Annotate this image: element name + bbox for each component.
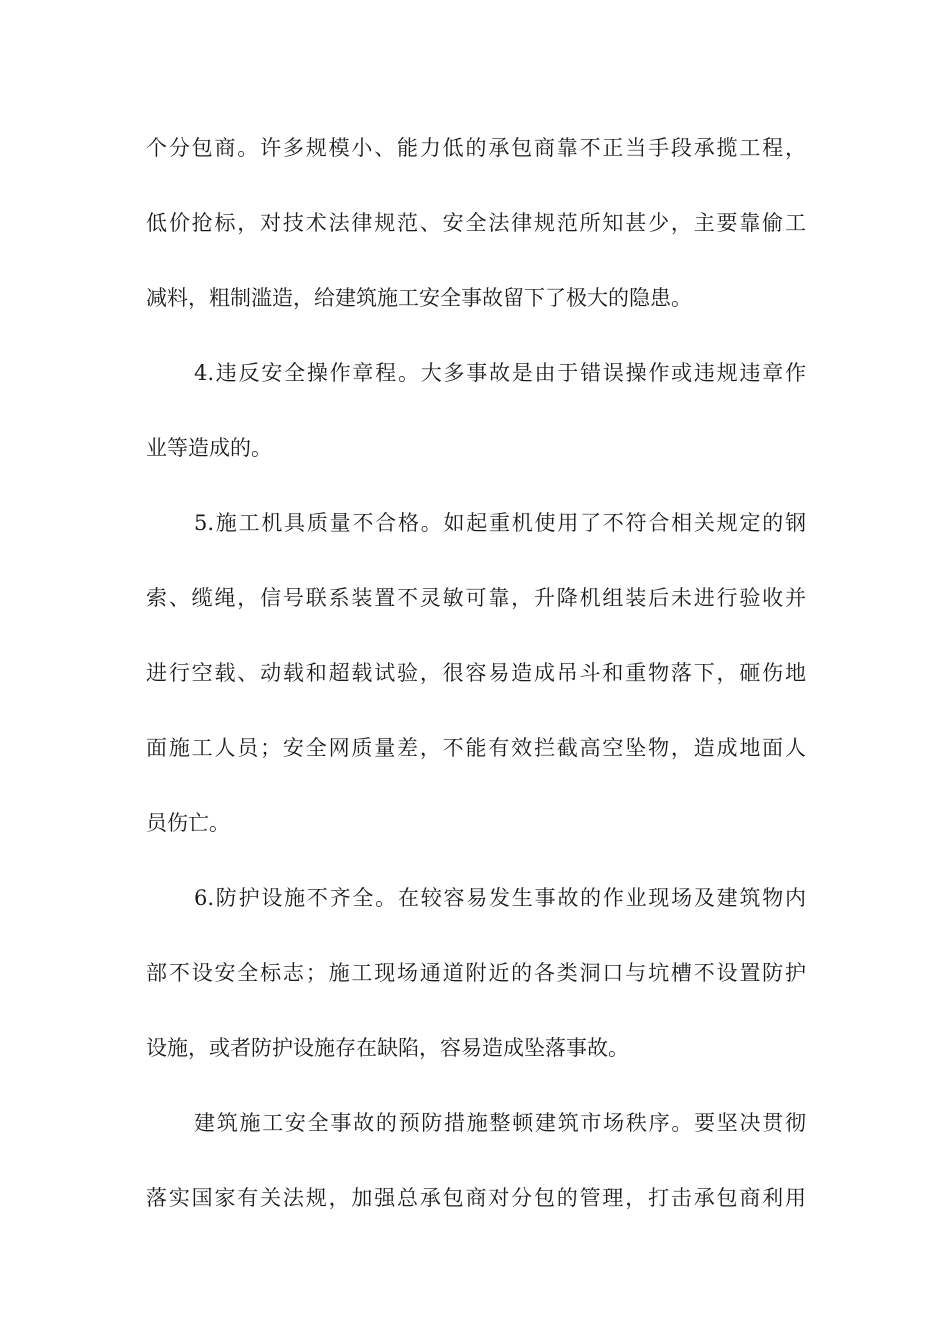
text-line: 面施工人员；安全网质量差，不能有效拦截高空坠物，造成地面人 xyxy=(146,736,806,760)
paragraph-start-line: 4.违反安全操作章程。大多事故是由于错误操作或违规违章作 xyxy=(194,361,806,385)
text-line: 进行空载、动载和超载试验，很容易造成吊斗和重物落下，砸伤地 xyxy=(146,661,806,685)
text-line: 业等造成的。 xyxy=(146,436,272,460)
text-line: 个分包商。许多规模小、能力低的承包商靠不正当手段承揽工程， xyxy=(146,136,806,160)
text-line: 部不设安全标志；施工现场通道附近的各类洞口与坑槽不设置防护 xyxy=(146,961,806,985)
text-line: 减料，粗制滥造，给建筑施工安全事故留下了极大的隐患。 xyxy=(146,286,692,310)
text-line: 员伤亡。 xyxy=(146,811,230,835)
paragraph-start-line: 建筑施工安全事故的预防措施整顿建筑市场秩序。要坚决贯彻 xyxy=(194,1111,806,1135)
paragraph-start-line: 6.防护设施不齐全。在较容易发生事故的作业现场及建筑物内 xyxy=(194,886,806,910)
text-line: 落实国家有关法规，加强总承包商对分包的管理，打击承包商利用 xyxy=(146,1186,806,1210)
body-text xyxy=(146,128,806,1253)
paragraph-start-line: 5.施工机具质量不合格。如起重机使用了不符合相关规定的钢 xyxy=(194,511,806,535)
text-line: 低价抢标，对技术法律规范、安全法律规范所知甚少，主要靠偷工 xyxy=(146,211,806,235)
text-line: 设施，或者防护设施存在缺陷，容易造成坠落事故。 xyxy=(146,1036,629,1060)
text-line: 索、缆绳，信号联系装置不灵敏可靠，升降机组装后未进行验收并 xyxy=(146,586,806,610)
